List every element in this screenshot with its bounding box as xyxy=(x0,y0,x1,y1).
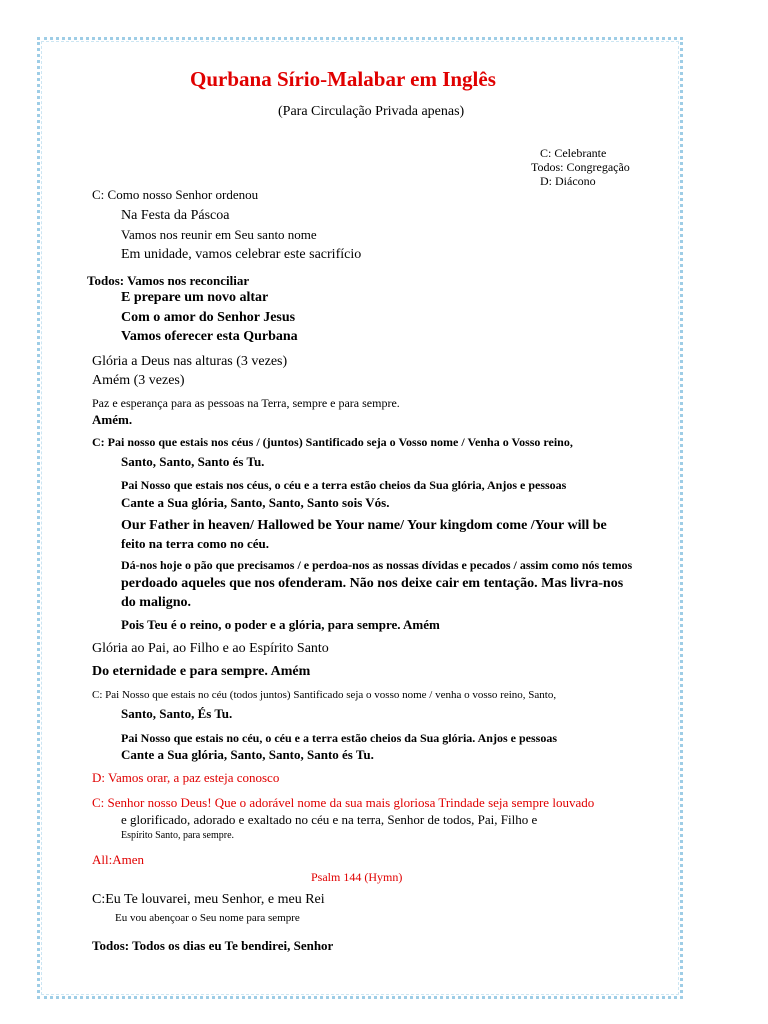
congregation-hymn-line: Todos: Todos os dias eu Te bendirei, Senhor xyxy=(92,938,334,953)
prayer-line: feito na terra como no céu. xyxy=(121,536,270,551)
eternity-line: Do eternidade e para sempre. Amém xyxy=(92,664,311,679)
legend-todos: Todos: Congregação xyxy=(531,160,630,174)
prayer-line: Pai Nosso que estais no céu, o céu e a terra estão cheios da Sua glória. Anjos e pessoas xyxy=(121,731,557,745)
prayer-line: Cante a Sua glória, Santo, Santo, Santo és Tu. xyxy=(121,747,374,762)
prayer-line: do maligno. xyxy=(121,595,192,610)
doxology-line: Pois Teu é o reino, o poder e a glória, para sempre. Amém xyxy=(121,617,440,632)
psalm-heading: Psalm 144 (Hymn) xyxy=(311,870,403,884)
amen-line: Amém. xyxy=(92,412,133,427)
prayer-line: perdoado aqueles que nos ofenderam. Não nos deixe cair em tentação. Mas livra-nos xyxy=(121,576,624,591)
prayer-line: Pai Nosso que estais nos céus, o céu e a terra estão cheios da Sua glória, Anjos e pessoas xyxy=(121,478,567,492)
page-title: Qurbana Sírio-Malabar em Inglês xyxy=(190,67,496,91)
legend-diacono: D: Diácono xyxy=(540,174,596,188)
amen-line: Amém (3 vezes) xyxy=(92,373,185,388)
celebrant-line: C: Como nosso Senhor ordenou xyxy=(92,187,259,202)
prayer-continuation: e glorificado, adorado e exaltado no céu e na terra, Senhor de todos, Pai, Filho e xyxy=(121,812,538,827)
celebrant-hymn-line: C:Eu Te louvarei, meu Senhor, e meu Rei xyxy=(92,892,325,907)
prayer-line: Santo, Santo, És Tu. xyxy=(121,706,233,721)
page-subtitle: (Para Circulação Privada apenas) xyxy=(278,104,465,119)
verse-line: Com o amor do Senhor Jesus xyxy=(121,310,296,325)
hymn-line: Eu vou abençoar o Seu nome para sempre xyxy=(115,912,300,924)
verse-line: Na Festa da Páscoa xyxy=(121,208,230,223)
gloria-line: Glória a Deus nas alturas (3 vezes) xyxy=(92,354,288,369)
legend-celebrante: C: Celebrante xyxy=(540,146,607,160)
verse-line: Em unidade, vamos celebrar este sacrifício xyxy=(121,247,362,262)
prayer-line: Santo, Santo, Santo és Tu. xyxy=(121,454,265,469)
verse-line: Vamos oferecer esta Qurbana xyxy=(121,329,298,344)
celebrant-prayer-line: C: Senhor nosso Deus! Que o adorável nome da sua mais gloriosa Trindade seja sempre louvado xyxy=(92,795,595,810)
prayer-line: C: Pai Nosso que estais no céu (todos juntos) Santificado seja o vosso nome / venha o vosso reino, Santo, xyxy=(92,689,557,701)
congregation-line: Todos: Vamos nos reconciliar xyxy=(87,273,250,288)
verse-line: Vamos nos reunir em Seu santo nome xyxy=(121,227,317,242)
deacon-line: D: Vamos orar, a paz esteja conosco xyxy=(92,770,280,785)
prayer-line: Our Father in heaven/ Hallowed be Your name/ Your kingdom come /Your will be xyxy=(121,518,607,533)
all-amen-line: All:Amen xyxy=(92,852,144,867)
peace-line: Paz e esperança para as pessoas na Terra, sempre e para sempre. xyxy=(92,396,400,410)
prayer-line: C: Pai nosso que estais nos céus / (juntos) Santificado seja o Vosso nome / Venha o Vosso reino, xyxy=(92,435,573,449)
prayer-line: Cante a Sua glória, Santo, Santo, Santo sois Vós. xyxy=(121,495,390,510)
prayer-line: Dá-nos hoje o pão que precisamos / e perdoa-nos as nossas dívidas e pecados / assim como nós temos xyxy=(121,558,633,572)
gloria-patri-line: Glória ao Pai, ao Filho e ao Espírito Santo xyxy=(92,641,329,656)
prayer-continuation: Espírito Santo, para sempre. xyxy=(121,830,235,841)
verse-line: E prepare um novo altar xyxy=(121,290,269,305)
